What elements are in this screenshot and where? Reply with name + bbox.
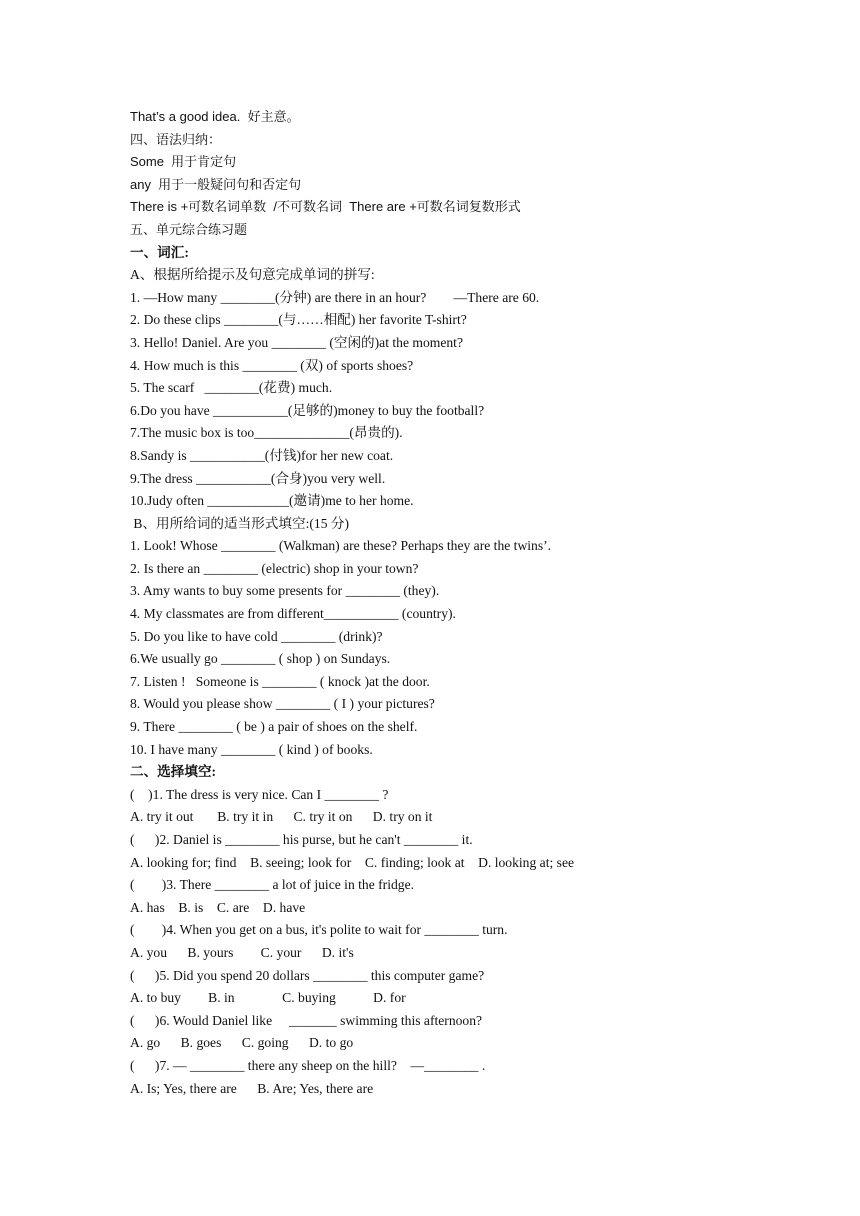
- text-line: ( )2. Daniel is ________ his purse, but he can't ________ it.: [130, 832, 473, 847]
- text-line: That’s a good idea. 好主意。: [130, 109, 300, 124]
- text-line: ( )4. When you get on a bus, it's polite to wait for ________ turn.: [130, 922, 508, 938]
- text-line: 7. Listen ! Someone is ________ ( knock )at the door.: [130, 673, 430, 689]
- text-line: 2. Is there an ________ (electric) shop in your town?: [130, 560, 419, 576]
- text-line: 四、语法归纳：: [130, 131, 222, 147]
- text-line: 6.We usually go ________ ( shop ) on Sundays.: [130, 651, 391, 667]
- text-line: 1. —How many ________(分钟) are there in an hour? —There are 60.: [130, 289, 540, 305]
- text-line: 4. How much is this ________ (双) of sports shoes?: [130, 357, 414, 373]
- text-line: 五、单元综合练习题: [130, 221, 248, 237]
- text-line: A. go B. goes C. going D. to go: [130, 1035, 354, 1051]
- text-line: 10.Judy often ____________(邀请)me to her home.: [130, 493, 414, 509]
- text-line: A. has B. is C. are D. have: [130, 899, 306, 915]
- text-line: Some 用于肯定句: [130, 154, 237, 170]
- text-line: 7.The music box is too______________(昂贵的).: [130, 425, 403, 441]
- text-line: A. you B. yours C. your D. it's: [130, 944, 354, 960]
- text-line: ( )6. Would Daniel like _______ swimming this afternoon?: [130, 1012, 483, 1028]
- text-line: There is +可数名词单数 /不可数名词 There are +可数名词复数形式: [130, 199, 521, 215]
- text-line: 8.Sandy is ___________(付钱)for her new coat.: [130, 447, 394, 463]
- text-line: 2. Do these clips ________(与……相配) her favorite T-shirt?: [130, 312, 467, 328]
- section-heading: 一、词汇:: [130, 244, 189, 260]
- text-line: ( )5. Did you spend 20 dollars ________ this computer game?: [130, 967, 485, 983]
- text-line: A. looking for; find B. seeing; look for C. finding; look at D. looking at; see: [130, 854, 575, 870]
- text-line: 5. The scarf ________(花费) much.: [130, 380, 333, 396]
- section-heading: 二、选择填空:: [130, 764, 217, 780]
- text-line: 3. Hello! Daniel. Are you ________ (空闲的)at the moment?: [130, 334, 463, 350]
- text-line: 1. Look! Whose ________ (Walkman) are these? Perhaps they are the twins’.: [130, 538, 552, 554]
- text-line: ( )1. The dress is very nice. Can I ________ ?: [130, 786, 389, 802]
- text-line: ( )3. There ________ a lot of juice in the fridge.: [130, 877, 415, 893]
- text-line: 3. Amy wants to buy some presents for ________ (they).: [130, 583, 440, 599]
- text-line: A. to buy B. in C. buying D. for: [130, 990, 406, 1006]
- text-line: 9.The dress ___________(合身)you very well.: [130, 470, 386, 486]
- text-line: A. try it out B. try it in C. try it on D. try on it: [130, 809, 433, 825]
- text-line: 6.Do you have ___________(足够的)money to buy the football?: [130, 402, 485, 418]
- text-line: A、根据所给提示及句意完成单词的拼写:: [130, 267, 375, 283]
- text-line: 5. Do you like to have cold ________ (drink)?: [130, 628, 383, 644]
- text-line: ( )7. — ________ there any sheep on the hill? —________ .: [130, 1057, 486, 1073]
- document-page: [130, 106, 830, 1100]
- text-line: 10. I have many ________ ( kind ) of books.: [130, 741, 373, 757]
- text-line: 4. My classmates are from different___________ (country).: [130, 606, 456, 622]
- text-line: 8. Would you please show ________ ( I ) your pictures?: [130, 696, 435, 712]
- text-line: B、用所给词的适当形式填空:(15 分): [130, 515, 350, 531]
- text-line: any 用于一般疑问句和否定句: [130, 176, 302, 192]
- text-line: A. Is; Yes, there are B. Are; Yes, there are: [130, 1080, 374, 1096]
- text-line: 9. There ________ ( be ) a pair of shoes on the shelf.: [130, 719, 418, 735]
